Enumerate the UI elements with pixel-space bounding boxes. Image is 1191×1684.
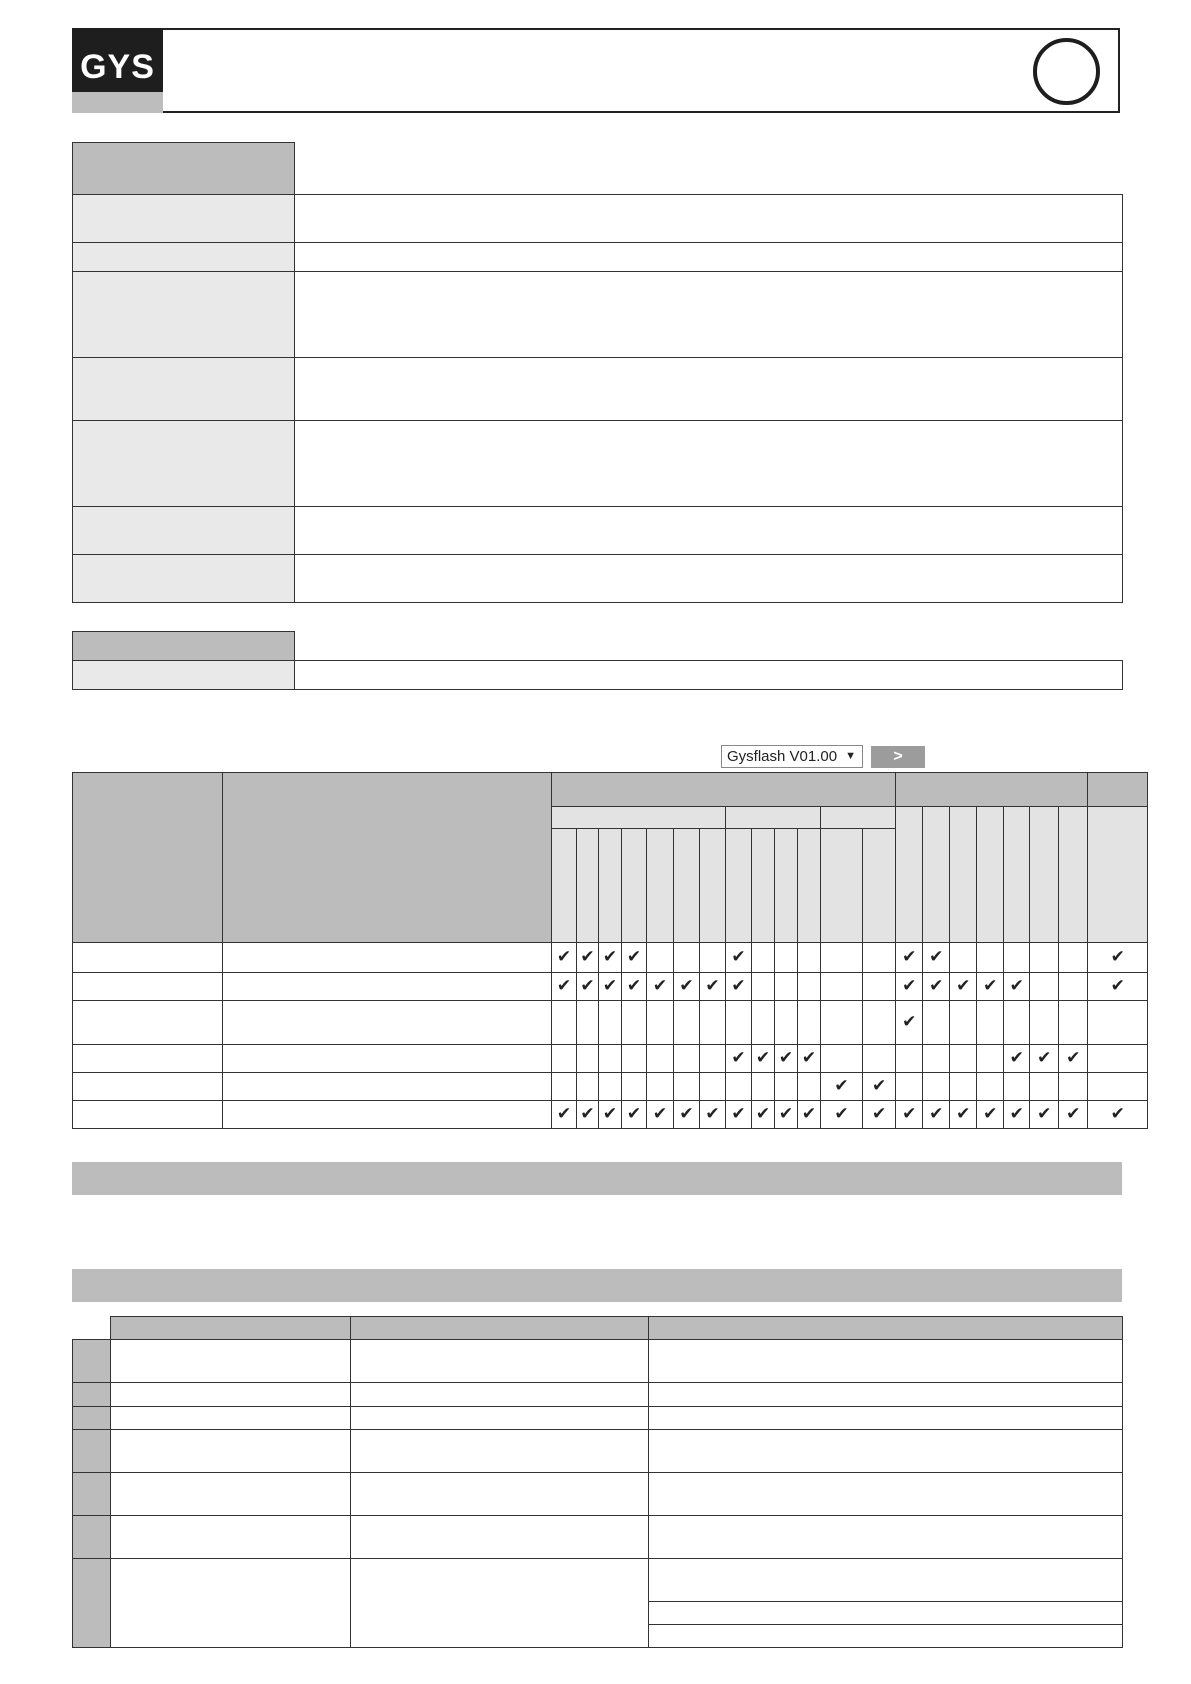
- compat-cell: [798, 973, 821, 1001]
- compat-cell: [923, 1045, 950, 1073]
- compat-cell: [775, 1001, 798, 1045]
- check-icon: ✔: [1088, 943, 1148, 973]
- document-header: [72, 28, 1120, 113]
- compat-cell: [674, 1045, 700, 1073]
- check-icon: ✔: [1088, 1101, 1148, 1129]
- compat-cell: [896, 1045, 923, 1073]
- compat-cell: [977, 1045, 1004, 1073]
- check-icon: ✔: [950, 1101, 977, 1129]
- check-icon: ✔: [977, 1101, 1004, 1129]
- compat-model-cell: [73, 973, 223, 1001]
- check-icon: ✔: [977, 973, 1004, 1001]
- check-icon: ✔: [647, 973, 674, 1001]
- compat-cell: [821, 973, 863, 1001]
- spec-row: [73, 243, 1123, 272]
- compat-model-cell: [73, 943, 223, 973]
- check-icon: ✔: [1059, 1045, 1088, 1073]
- firmware-select-value: Gysflash V01.00: [727, 748, 838, 765]
- parts-row: [73, 1340, 1123, 1383]
- compat-cell: [622, 1073, 647, 1101]
- compat-header-group-1: [552, 773, 896, 807]
- compat-model-cell: [73, 1045, 223, 1073]
- check-icon: ✔: [577, 973, 599, 1001]
- compat-header-group-3: [1088, 773, 1148, 807]
- compat-cell: [821, 1045, 863, 1073]
- parts-row: [73, 1407, 1123, 1430]
- check-icon: ✔: [552, 943, 577, 973]
- compat-cell: [950, 1001, 977, 1045]
- check-icon: ✔: [1004, 1045, 1030, 1073]
- compat-header-description: [223, 773, 552, 943]
- parts-header: [351, 1317, 649, 1340]
- spec-table-header: [73, 143, 295, 195]
- compat-cell: [950, 1045, 977, 1073]
- compat-cell: [647, 1073, 674, 1101]
- compat-cell: [863, 1001, 896, 1045]
- check-icon: ✔: [896, 1001, 923, 1045]
- compat-cell: [647, 1045, 674, 1073]
- check-icon: ✔: [599, 1101, 622, 1129]
- check-icon: ✔: [577, 943, 599, 973]
- compat-cell: [577, 1045, 599, 1073]
- version-table-header: [73, 632, 295, 661]
- check-icon: ✔: [863, 1073, 896, 1101]
- parts-row: [73, 1516, 1123, 1559]
- compat-row: [73, 943, 1148, 973]
- parts-row: [73, 1473, 1123, 1516]
- spec-row: [73, 555, 1123, 603]
- spec-row: [73, 421, 1123, 507]
- check-icon: ✔: [599, 973, 622, 1001]
- compat-cell: [775, 943, 798, 973]
- parts-row: [73, 1383, 1123, 1407]
- check-icon: ✔: [1059, 1101, 1088, 1129]
- compat-header-group-2: [896, 773, 1088, 807]
- check-icon: ✔: [599, 943, 622, 973]
- compat-cell: [1030, 973, 1059, 1001]
- gys-logo: [72, 28, 163, 113]
- compat-cell: [599, 1045, 622, 1073]
- parts-row: [73, 1559, 1123, 1602]
- check-icon: ✔: [674, 973, 700, 1001]
- compat-cell: [798, 1073, 821, 1101]
- compat-cell: [821, 1001, 863, 1045]
- parts-row: [73, 1430, 1123, 1473]
- check-icon: ✔: [552, 1101, 577, 1129]
- compat-row: [73, 1073, 1148, 1101]
- compat-cell: [674, 1001, 700, 1045]
- compat-cell: [863, 973, 896, 1001]
- check-icon: ✔: [622, 1101, 647, 1129]
- check-icon: ✔: [798, 1045, 821, 1073]
- compat-description-cell: [223, 1101, 552, 1129]
- check-icon: ✔: [923, 973, 950, 1001]
- check-icon: ✔: [622, 973, 647, 1001]
- check-icon: ✔: [923, 1101, 950, 1129]
- compat-cell: [1088, 1045, 1148, 1073]
- compat-cell: [1004, 1073, 1030, 1101]
- check-icon: ✔: [798, 1101, 821, 1129]
- compat-cell: [1088, 1073, 1148, 1101]
- compat-cell: [552, 1073, 577, 1101]
- compat-cell: [923, 1073, 950, 1101]
- compat-cell: [1059, 973, 1088, 1001]
- check-icon: ✔: [821, 1073, 863, 1101]
- compat-subheader: [821, 807, 896, 829]
- check-icon: ✔: [923, 943, 950, 973]
- compat-cell: [1004, 943, 1030, 973]
- compat-cell: [798, 1001, 821, 1045]
- compat-header-model: [73, 773, 223, 943]
- check-icon: ✔: [700, 973, 726, 1001]
- compat-cell: [552, 1045, 577, 1073]
- check-icon: ✔: [752, 1045, 775, 1073]
- compat-cell: [896, 1073, 923, 1101]
- compat-model-cell: [73, 1001, 223, 1045]
- compat-cell: [622, 1045, 647, 1073]
- compat-cell: [752, 1073, 775, 1101]
- spec-table: [72, 142, 1123, 603]
- check-icon: ✔: [726, 1101, 752, 1129]
- compat-cell: [752, 1001, 775, 1045]
- check-icon: ✔: [726, 943, 752, 973]
- language-circle-icon: [1033, 38, 1100, 105]
- compat-cell: [552, 1001, 577, 1045]
- check-icon: ✔: [821, 1101, 863, 1129]
- compatibility-table: [72, 772, 1148, 1129]
- check-icon: ✔: [700, 1101, 726, 1129]
- check-icon: ✔: [775, 1045, 798, 1073]
- compat-subheader: [726, 807, 821, 829]
- version-row: [73, 661, 1123, 690]
- compat-cell: [821, 943, 863, 973]
- check-icon: ✔: [896, 973, 923, 1001]
- chevron-down-icon: ▼: [845, 750, 856, 762]
- compat-cell: [1030, 943, 1059, 973]
- spec-row: [73, 195, 1123, 243]
- compat-cell: [700, 1001, 726, 1045]
- compat-cell: [752, 943, 775, 973]
- check-icon: ✔: [950, 973, 977, 1001]
- check-icon: ✔: [577, 1101, 599, 1129]
- check-icon: ✔: [1088, 973, 1148, 1001]
- compat-cell: [726, 1073, 752, 1101]
- compat-cell: [622, 1001, 647, 1045]
- compat-cell: [726, 1001, 752, 1045]
- check-icon: ✔: [752, 1101, 775, 1129]
- compat-cell: [647, 943, 674, 973]
- check-icon: ✔: [726, 973, 752, 1001]
- compat-description-cell: [223, 943, 552, 973]
- check-icon: ✔: [1030, 1101, 1059, 1129]
- compat-model-cell: [73, 1101, 223, 1129]
- compat-model-cell: [73, 1073, 223, 1101]
- compat-cell: [752, 973, 775, 1001]
- compat-cell: [977, 1001, 1004, 1045]
- compat-cell: [1059, 1001, 1088, 1045]
- parts-table: [72, 1316, 1123, 1648]
- check-icon: ✔: [775, 1101, 798, 1129]
- compat-cell: [700, 1073, 726, 1101]
- compat-cell: [923, 1001, 950, 1045]
- section-bar: [72, 1269, 1122, 1302]
- compat-cell: [700, 1045, 726, 1073]
- check-icon: ✔: [647, 1101, 674, 1129]
- compat-cell: [950, 943, 977, 973]
- compat-description-cell: [223, 973, 552, 1001]
- check-icon: ✔: [674, 1101, 700, 1129]
- compat-row: [73, 1001, 1148, 1045]
- check-icon: ✔: [1004, 1101, 1030, 1129]
- go-button[interactable]: >: [871, 746, 925, 768]
- compat-cell: [775, 973, 798, 1001]
- compat-cell: [1030, 1073, 1059, 1101]
- parts-header: [111, 1317, 351, 1340]
- compat-cell: [798, 943, 821, 973]
- compat-row: [73, 1045, 1148, 1073]
- check-icon: ✔: [896, 1101, 923, 1129]
- firmware-select[interactable]: [721, 745, 863, 768]
- compat-cell: [950, 1073, 977, 1101]
- compat-cell: [775, 1073, 798, 1101]
- check-icon: ✔: [552, 973, 577, 1001]
- compat-row: [73, 1101, 1148, 1129]
- compat-cell: [1059, 943, 1088, 973]
- spec-row: [73, 272, 1123, 358]
- compat-cell: [1030, 1001, 1059, 1045]
- check-icon: ✔: [622, 943, 647, 973]
- compat-row: [73, 973, 1148, 1001]
- check-icon: ✔: [1030, 1045, 1059, 1073]
- check-icon: ✔: [896, 943, 923, 973]
- compat-cell: [674, 943, 700, 973]
- compat-cell: [863, 943, 896, 973]
- compat-cell: [700, 943, 726, 973]
- compat-subheader: [552, 807, 726, 829]
- compat-cell: [647, 1001, 674, 1045]
- compat-description-cell: [223, 1045, 552, 1073]
- check-icon: ✔: [863, 1101, 896, 1129]
- compat-cell: [674, 1073, 700, 1101]
- compat-cell: [599, 1001, 622, 1045]
- compat-cell: [577, 1001, 599, 1045]
- compat-cell: [977, 943, 1004, 973]
- compat-cell: [599, 1073, 622, 1101]
- compat-cell: [977, 1073, 1004, 1101]
- compat-cell: [1004, 1001, 1030, 1045]
- spec-row: [73, 358, 1123, 421]
- check-icon: ✔: [1004, 973, 1030, 1001]
- spec-row: [73, 507, 1123, 555]
- section-bar: [72, 1162, 1122, 1195]
- check-icon: ✔: [726, 1045, 752, 1073]
- compat-description-cell: [223, 1001, 552, 1045]
- compat-cell: [1059, 1073, 1088, 1101]
- version-table: [72, 631, 1123, 690]
- compat-description-cell: [223, 1073, 552, 1101]
- compat-cell: [863, 1045, 896, 1073]
- compat-cell: [1088, 1001, 1148, 1045]
- compat-cell: [577, 1073, 599, 1101]
- parts-header: [649, 1317, 1123, 1340]
- logo-text: GYS: [80, 48, 155, 86]
